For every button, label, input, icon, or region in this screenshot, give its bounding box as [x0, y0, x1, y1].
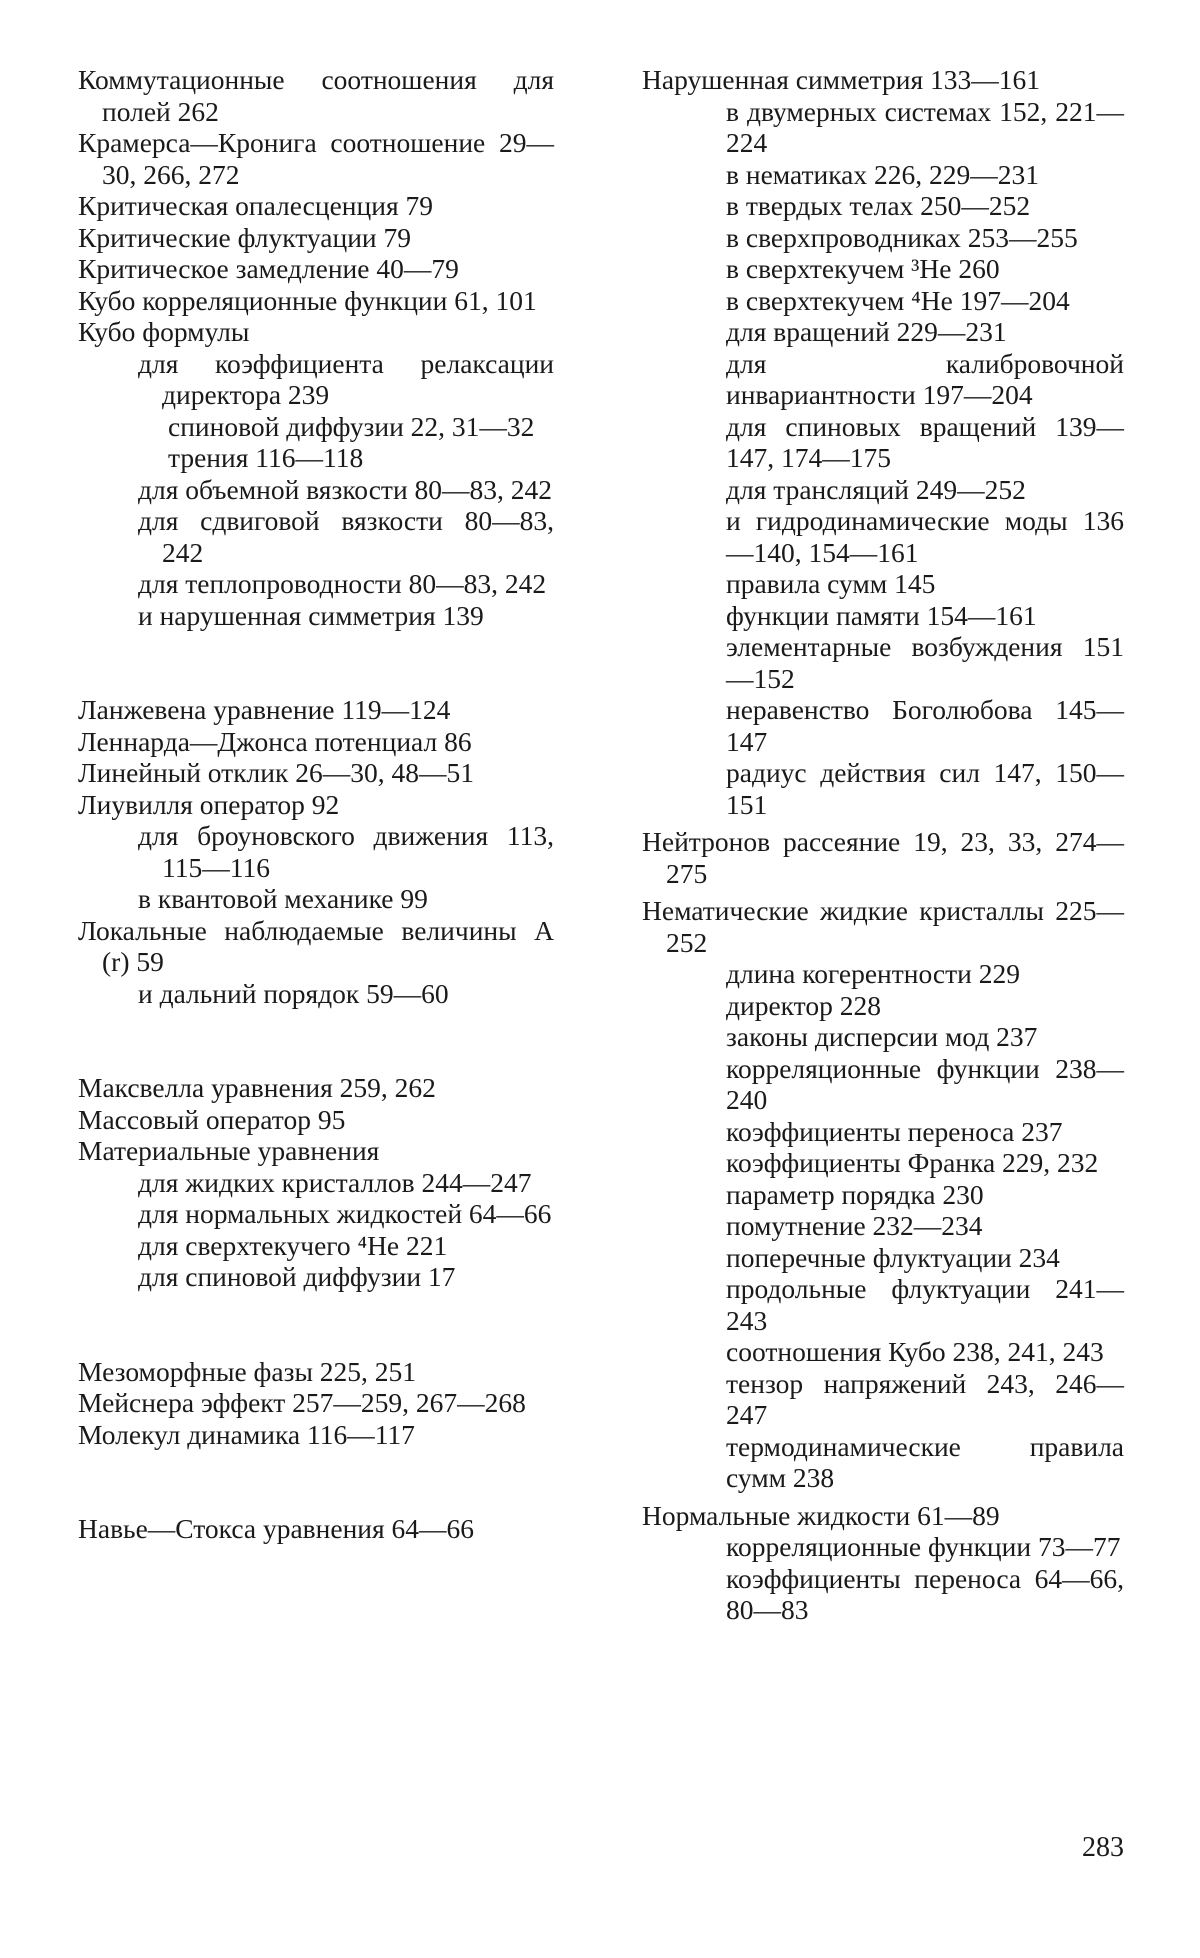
index-entry: Критическая опалесценция 79	[78, 190, 433, 221]
page-number: 283	[1082, 1832, 1124, 1863]
index-entry: Массовый оператор 95	[78, 1103, 346, 1135]
index-subentry: в квантовой механике 99	[138, 883, 428, 914]
index-subentry: для жидких кристаллов 244—247	[138, 1166, 532, 1198]
index-subentry: для трансляций 249—252	[726, 473, 1026, 505]
index-entry: Критические флуктуации 79	[78, 221, 412, 253]
index-subentry: соотношения Кубо 238, 241, 243	[726, 1336, 1104, 1367]
index-entry: Нормальные жидкости 61—89	[642, 1499, 1000, 1531]
index-subentry: для теплопроводности 80—83, 242	[138, 568, 547, 599]
index-entry: Ланжевена уравнение 119—124	[78, 694, 451, 725]
index-entry: Мейснера эффект 257—259, 267—268	[78, 1387, 526, 1418]
index-subentry: в сверхпроводниках 253—255	[726, 221, 1078, 253]
index-subentry: помутнение 232—234	[726, 1210, 983, 1241]
index-entry: Линейный отклик 26—30, 48—51	[78, 757, 474, 788]
index-subentry: коэффициенты Франка 229, 232	[726, 1147, 1099, 1178]
index-subentry: тензор напряжений 243, 246—247	[726, 1367, 1124, 1430]
index-entry: Локальные наблюдаемые величины A (r) 59	[78, 914, 554, 977]
index-subentry: правила сумм 145	[726, 568, 936, 599]
index-subentry: спиновой диффузии 22, 31—32	[168, 410, 535, 442]
index-subentry: в сверхтекучем ⁴Не 197—204	[726, 284, 1070, 316]
index-entry: Коммутационные соотношения для полей 262	[78, 64, 554, 127]
index-subentry: для броуновского движения 113, 115—116	[138, 820, 554, 883]
index-subentry: коэффициенты переноса 237	[726, 1115, 1063, 1147]
index-subentry: элементарные возбуждения 151—152	[726, 631, 1124, 694]
index-subentry: продольные флуктуации 241—243	[726, 1273, 1124, 1336]
letter-group-gap	[78, 1009, 554, 1072]
index-entry: Критическое замедление 40—79	[78, 253, 459, 284]
letter-group-gap	[78, 1450, 554, 1513]
index-subentry: трения 116—118	[168, 442, 364, 473]
letter-group-gap	[78, 631, 554, 694]
index-subentry: для коэффициента релаксации директора 239	[138, 347, 554, 410]
index-entry: Кубо формулы	[78, 316, 250, 347]
index-subentry: в сверхтекучем ³Не 260	[726, 253, 1000, 284]
index-subentry: функции памяти 154—161	[726, 599, 1037, 631]
index-subentry: коэффициенты переноса 64—66, 80—83	[726, 1562, 1124, 1625]
index-subentry: для спиновых вращений 139—147, 174—175	[726, 410, 1124, 473]
index-subentry: для объемной вязкости 80—83, 242	[138, 473, 553, 505]
index-subentry: и гидродинамические моды 136—140, 154—161	[726, 505, 1124, 568]
index-subentry: в нематиках 226, 229—231	[726, 158, 1040, 190]
index-subentry: неравенство Боголюбова 145—147	[726, 694, 1124, 757]
index-subentry: длина когерентности 229	[726, 958, 1020, 989]
index-subentry: для сдвиговой вязкости 80—83, 242	[138, 505, 554, 568]
index-subentry: для калибровочной инвариантности 197—204	[726, 347, 1124, 410]
index-subentry: корреляционные функции 238—240	[726, 1052, 1124, 1115]
index-subentry: законы дисперсии мод 237	[726, 1021, 1038, 1052]
index-entry: Кубо корреляционные функции 61, 101	[78, 284, 537, 316]
index-subentry: в твердых телах 250—252	[726, 190, 1031, 221]
index-column-right	[642, 64, 1124, 1626]
index-subentry: и дальний порядок 59—60	[138, 977, 449, 1009]
index-subentry: корреляционные функции 73—77	[726, 1531, 1121, 1562]
index-subentry: для вращений 229—231	[726, 316, 1007, 347]
index-entry: Лиувилля оператор 92	[78, 788, 340, 820]
index-entry: Молекул динамика 116—117	[78, 1418, 415, 1450]
index-entry: Материальные уравнения	[78, 1135, 380, 1166]
index-subentry: радиус действия сил 147, 150—151	[726, 757, 1124, 820]
index-entry: Мезоморфные фазы 225, 251	[78, 1355, 417, 1387]
index-entry: Леннарда—Джонса потенциал 86	[78, 725, 472, 757]
letter-group-gap	[78, 1293, 554, 1356]
index-subentry: термодинамические правила сумм 238	[726, 1430, 1124, 1493]
index-column-left	[78, 64, 554, 1545]
index-entry: Максвелла уравнения 259, 262	[78, 1072, 436, 1103]
index-subentry: поперечные флуктуации 234	[726, 1241, 1060, 1273]
index-subentry: и нарушенная симметрия 139	[138, 599, 484, 631]
index-subentry: в двумерных системах 152, 221—224	[726, 95, 1124, 158]
index-subentry: для нормальных жидкостей 64—66	[138, 1198, 552, 1229]
index-entry: Навье—Стокса уравнения 64—66	[78, 1513, 475, 1544]
index-entry: Нейтронов рассеяние 19, 23, 33, 274—275	[642, 826, 1124, 889]
index-entry: Крамерса—Кронига соотношение 29—30, 266, 272	[78, 127, 554, 190]
index-subentry: параметр порядка 230	[726, 1178, 984, 1210]
index-entry: Нематические жидкие кристаллы 225—252	[642, 895, 1124, 958]
index-subentry: для сверхтекучего ⁴Не 221	[138, 1229, 448, 1261]
index-subentry: директор 228	[726, 989, 881, 1021]
index-subentry: для спиновой диффузии 17	[138, 1261, 456, 1292]
index-entry: Нарушенная симметрия 133—161	[642, 64, 1041, 95]
